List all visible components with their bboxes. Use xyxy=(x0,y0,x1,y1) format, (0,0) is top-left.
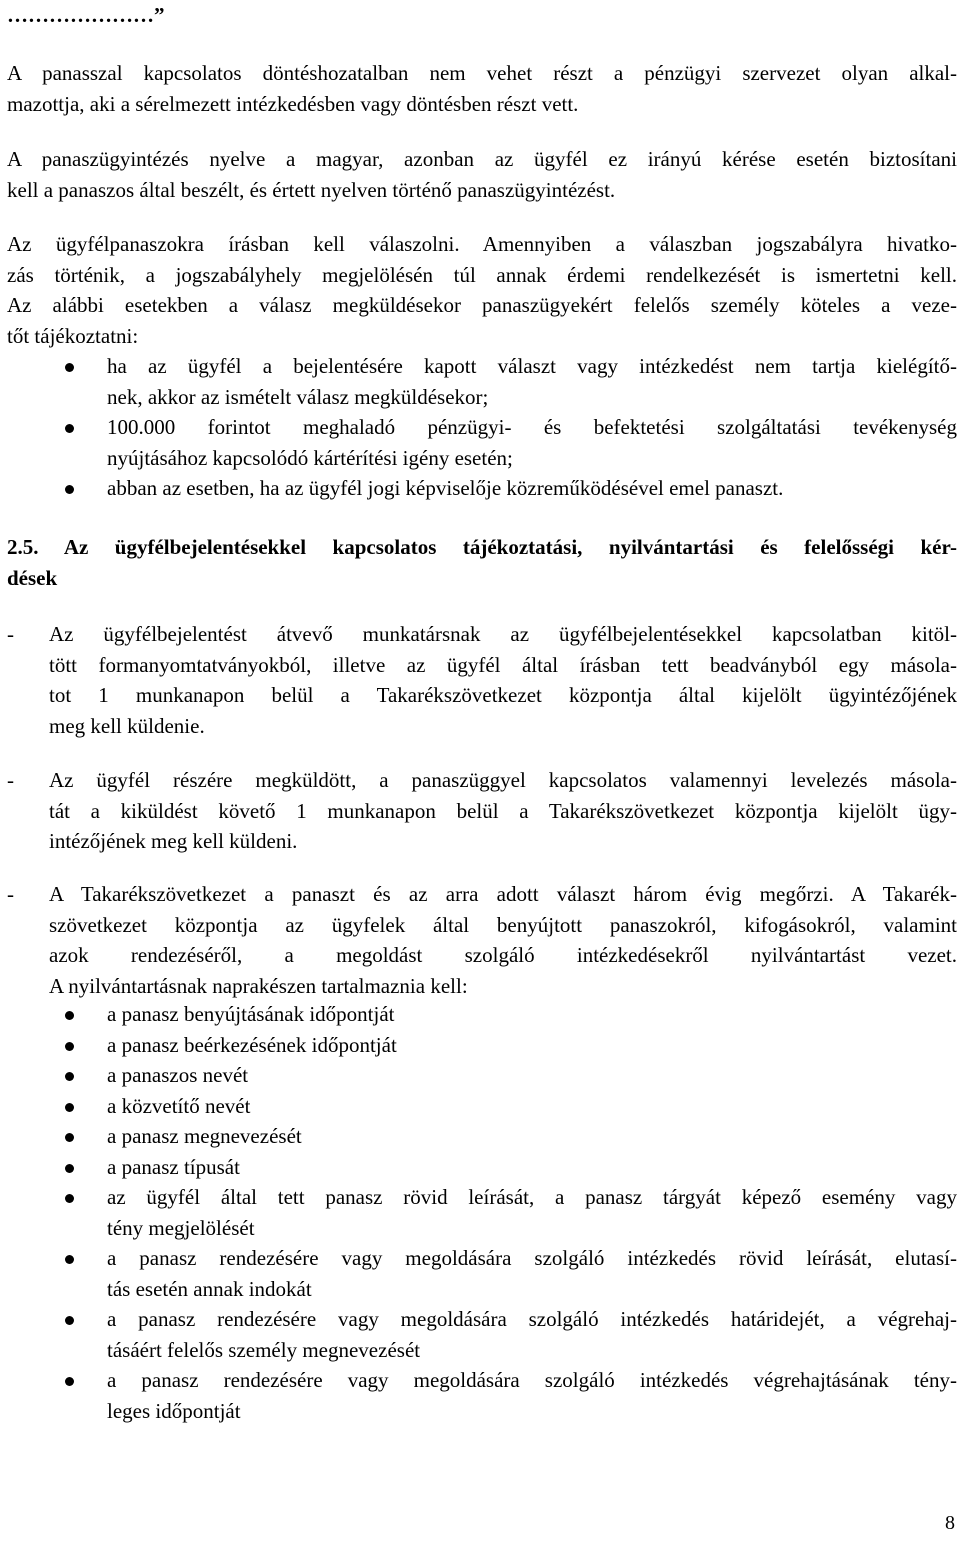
text-line: Az alábbi esetekben a válasz megküldésekor panaszügyekért felelős személy köteles a veze- xyxy=(7,293,957,317)
text-line: kell a panaszos által beszélt, és értett nyelven történő panaszügyintézést. xyxy=(7,177,616,202)
paragraph-written-reply xyxy=(7,229,957,351)
bullet-icon xyxy=(65,424,74,433)
text-line: 100.000 forintot meghaladó pénzügyi- és befektetési szolgáltatási tevékenység xyxy=(107,415,957,439)
list-item xyxy=(7,1182,957,1243)
text-line: tőt tájékoztatni: xyxy=(7,323,139,348)
list-item xyxy=(7,1243,957,1304)
text-line: A panaszügyintézés nyelve a magyar, azonban az ügyfél ez irányú kérése esetén biztosítani xyxy=(7,147,957,171)
list-item xyxy=(7,412,957,473)
text-line: a panasz rendezésére vagy megoldására szolgáló intézkedés rövid leírását, elutasí- xyxy=(107,1246,957,1270)
text-line: a panasz benyújtásának időpontját xyxy=(107,1002,395,1026)
text-line: leges időpontját xyxy=(107,1398,241,1423)
text-line: tött formanyomtatványokból, illetve az ügyfél által írásban tett beadványból egy másola- xyxy=(49,652,957,677)
page-number: 8 xyxy=(945,1512,955,1534)
paragraph-language xyxy=(7,144,957,205)
text-line: nyújtásához kapcsolódó kártérítési igény esetén; xyxy=(107,445,513,470)
bullet-icon xyxy=(65,1103,74,1112)
text-line: a panasz típusát xyxy=(107,1154,240,1179)
list-item xyxy=(7,1121,957,1152)
text-line: meg kell küldenie. xyxy=(49,713,205,738)
paragraph-conflict-of-interest xyxy=(7,58,957,119)
bullet-icon xyxy=(65,1164,74,1173)
text-line: tásáért felelős személy megnevezését xyxy=(107,1337,421,1362)
list-item xyxy=(7,1304,957,1365)
bullet-icon xyxy=(65,1133,74,1142)
dash-marker: - xyxy=(7,622,14,646)
section-heading xyxy=(7,532,957,593)
list-item xyxy=(7,1152,957,1183)
text-line: a panasz rendezésére vagy megoldására szolgáló intézkedés végrehajtásának tény- xyxy=(107,1368,957,1392)
list-item xyxy=(7,1365,957,1426)
list-item xyxy=(7,351,957,412)
text-line: a panasz megnevezését xyxy=(107,1124,302,1148)
text-line: A panasszal kapcsolatos döntéshozatalban nem vehet részt a pénzügyi szervezet olyan alkal- xyxy=(7,61,957,85)
text-line: A Takarékszövetkezet a panaszt és az arra adott választ három évig megőrzi. A Takarék- xyxy=(49,882,957,906)
text-line: az ügyfél által tett panasz rövid leírását, a panasz tárgyát képező esemény vagy xyxy=(107,1185,957,1209)
text-line: Az ügyfélbejelentést átvevő munkatársnak az ügyfélbejelentésekkel kapcsolatban kitöl- xyxy=(49,622,957,646)
bullet-list-register-contents xyxy=(7,999,957,1426)
bullet-icon xyxy=(65,1072,74,1081)
heading-line: dések xyxy=(7,565,58,590)
dash-marker: - xyxy=(7,882,14,906)
text-line: szövetkezet központja az ügyfelek által benyújtott panaszokról, kifogásokról, valamint xyxy=(49,912,957,937)
bullet-list-notify-manager xyxy=(7,351,957,504)
text-line: azok rendezéséről, a megoldást szolgáló intézkedésekről nyilvántartást vezet. xyxy=(49,943,957,967)
dash-marker: - xyxy=(7,768,14,792)
text-line: a közvetítő nevét xyxy=(107,1093,251,1118)
text-line: A nyilvántartásnak naprakészen tartalmaznia kell: xyxy=(49,973,468,998)
bullet-icon xyxy=(65,363,74,372)
text-line: a panasz beérkezésének időpontját xyxy=(107,1032,397,1057)
text-line: intézőjének meg kell küldeni. xyxy=(49,829,298,853)
list-item xyxy=(7,473,957,504)
page-header-mark: …………………” xyxy=(7,3,165,27)
bullet-icon xyxy=(65,1042,74,1051)
bullet-icon xyxy=(65,1194,74,1203)
bullet-icon xyxy=(65,1316,74,1325)
heading-line: 2.5. Az ügyfélbejelentésekkel kapcsolatos tájékoztatási, nyilvántartási és felelősségi kér- xyxy=(7,535,957,559)
list-item xyxy=(7,1091,957,1122)
text-line: abban az esetben, ha az ügyfél jogi képviselője közreműködésével emel panaszt. xyxy=(107,476,784,500)
list-item xyxy=(7,1060,957,1091)
bullet-icon xyxy=(65,1011,74,1020)
text-line: Az ügyfélpanaszokra írásban kell válaszolni. Amennyiben a válaszban jogszabályra hivatko- xyxy=(7,232,957,256)
text-line: tot 1 munkanapon belül a Takarékszövetkezet központja által kijelölt ügyintézőjének xyxy=(49,683,957,707)
list-item xyxy=(7,1030,957,1061)
text-line: tás esetén annak indokát xyxy=(107,1276,312,1301)
bullet-icon xyxy=(65,485,74,494)
bullet-icon xyxy=(65,1377,74,1386)
text-line: nek, akkor az ismételt válasz megküldésekor; xyxy=(107,384,489,409)
text-line: a panasz rendezésére vagy megoldására szolgáló intézkedés határidejét, a végrehaj- xyxy=(107,1307,957,1331)
text-line: tát a kiküldést követő 1 munkanapon belül a Takarékszövetkezet központja kijelölt ügy- xyxy=(49,798,957,823)
text-line: tény megjelölését xyxy=(107,1215,255,1240)
text-line: ha az ügyfél a bejelentésére kapott választ vagy intézkedést nem tartja kielégítő- xyxy=(107,354,957,378)
list-item xyxy=(7,999,957,1030)
text-line: zás történik, a jogszabályhely megjelölésén túl annak érdemi rendelkezését is ismertetni kell. xyxy=(7,262,957,287)
bullet-icon xyxy=(65,1255,74,1264)
text-line: mazottja, aki a sérelmezett intézkedésben vagy döntésben részt vett. xyxy=(7,91,579,116)
text-line: a panaszos nevét xyxy=(107,1063,249,1087)
text-line: Az ügyfél részére megküldött, a panaszüggyel kapcsolatos valamennyi levelezés másola- xyxy=(49,768,957,792)
